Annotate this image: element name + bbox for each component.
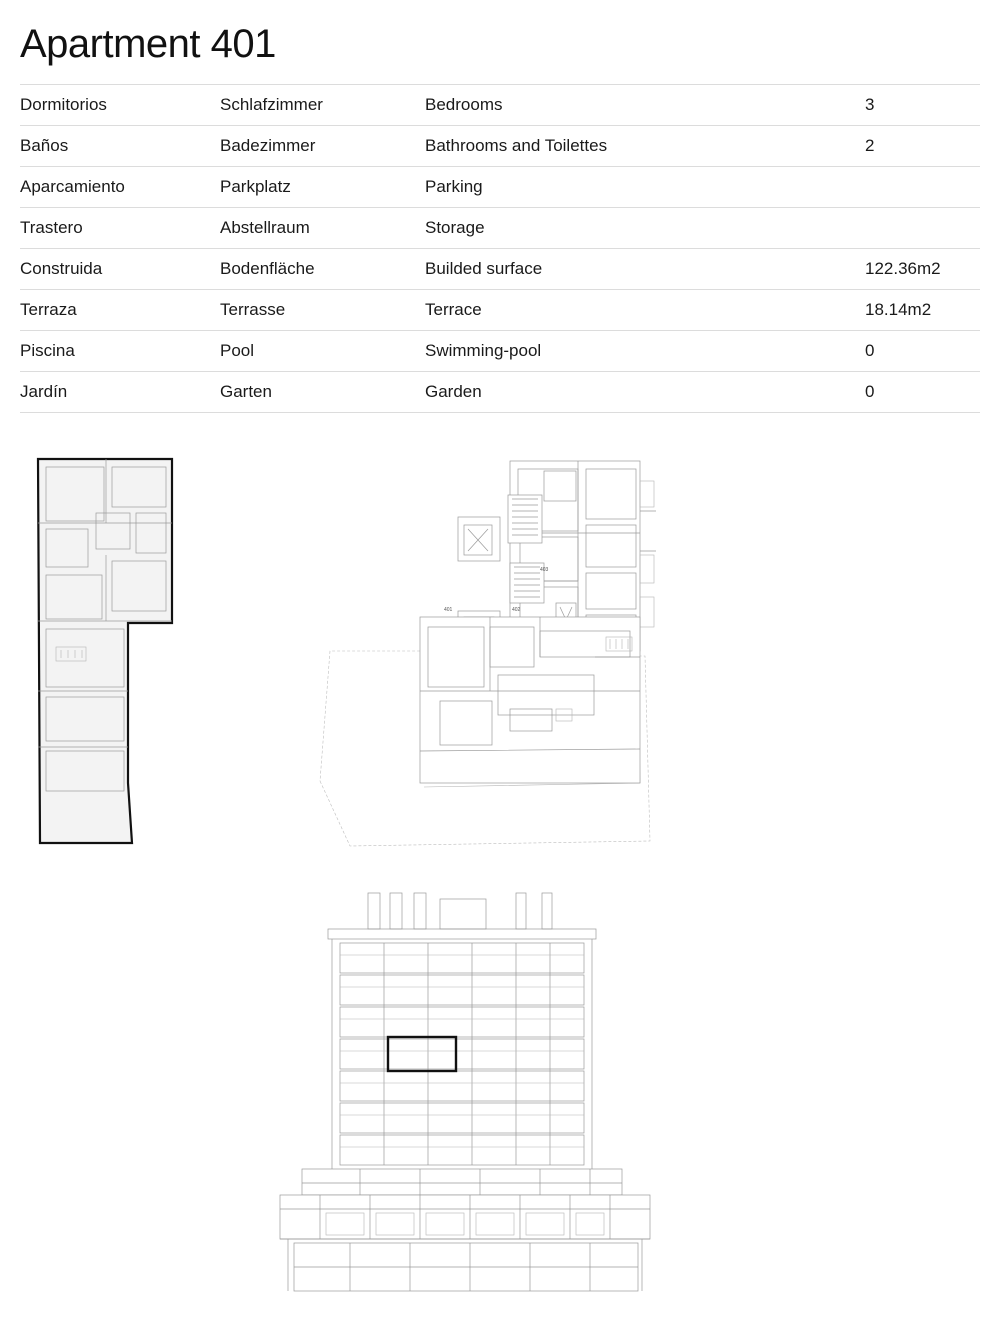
plan-lower-middle [420, 617, 640, 783]
spec-value: 0 [865, 331, 980, 372]
elevation-container [20, 891, 980, 1301]
elevation-podium [280, 1169, 650, 1291]
spec-label-en: Parking [425, 167, 865, 208]
spec-label-de: Abstellraum [220, 208, 425, 249]
unit-label-402: 402 [512, 607, 521, 613]
building-elevation-drawing [20, 891, 980, 1301]
spec-label-de: Bodenfläche [220, 249, 425, 290]
elevation-roof-elements [368, 893, 552, 929]
spec-label-es: Aparcamiento [20, 167, 220, 208]
spec-value: 2 [865, 126, 980, 167]
table-row [20, 208, 980, 249]
spec-label-de: Garten [220, 372, 425, 413]
spec-label-es: Trastero [20, 208, 220, 249]
spec-label-en: Garden [425, 372, 865, 413]
page-title: Apartment 401 [20, 22, 276, 66]
spec-label-en: Bedrooms [425, 85, 865, 126]
highlighted-apartment-401 [38, 459, 172, 843]
spec-label-es: Piscina [20, 331, 220, 372]
spec-label-de: Parkplatz [220, 167, 425, 208]
unit-label-401: 401 [444, 607, 453, 613]
spec-value: 122.36m2 [865, 249, 980, 290]
floor-plan-container [20, 451, 980, 871]
spec-label-es: Construida [20, 249, 220, 290]
spec-label-en: Storage [425, 208, 865, 249]
unit-label-403: 403 [540, 567, 549, 573]
table-row [20, 126, 980, 167]
spec-label-de: Pool [220, 331, 425, 372]
elevation-tower-floors [340, 943, 584, 1165]
table-row [20, 167, 980, 208]
spec-value: 3 [865, 85, 980, 126]
floor-plan-drawing [20, 451, 980, 871]
spec-label-de: Terrasse [220, 290, 425, 331]
spec-label-es: Baños [20, 126, 220, 167]
table-row [20, 331, 980, 372]
document-page [0, 22, 1000, 1344]
spec-value [865, 208, 980, 249]
spec-value: 18.14m2 [865, 290, 980, 331]
spec-value: 0 [865, 372, 980, 413]
spec-label-en: Swimming-pool [425, 331, 865, 372]
spec-label-es: Terraza [20, 290, 220, 331]
specs-body [20, 85, 980, 413]
table-row [20, 290, 980, 331]
drawings-section [20, 451, 980, 1301]
spec-label-es: Jardín [20, 372, 220, 413]
table-row [20, 372, 980, 413]
spec-label-en: Builded surface [425, 249, 865, 290]
spec-label-en: Terrace [425, 290, 865, 331]
table-row [20, 249, 980, 290]
spec-label-es: Dormitorios [20, 85, 220, 126]
spec-value [865, 167, 980, 208]
spec-label-de: Schlafzimmer [220, 85, 425, 126]
spec-label-en: Bathrooms and Toilettes [425, 126, 865, 167]
table-row [20, 85, 980, 126]
spec-label-de: Badezimmer [220, 126, 425, 167]
specifications-table [20, 84, 980, 413]
